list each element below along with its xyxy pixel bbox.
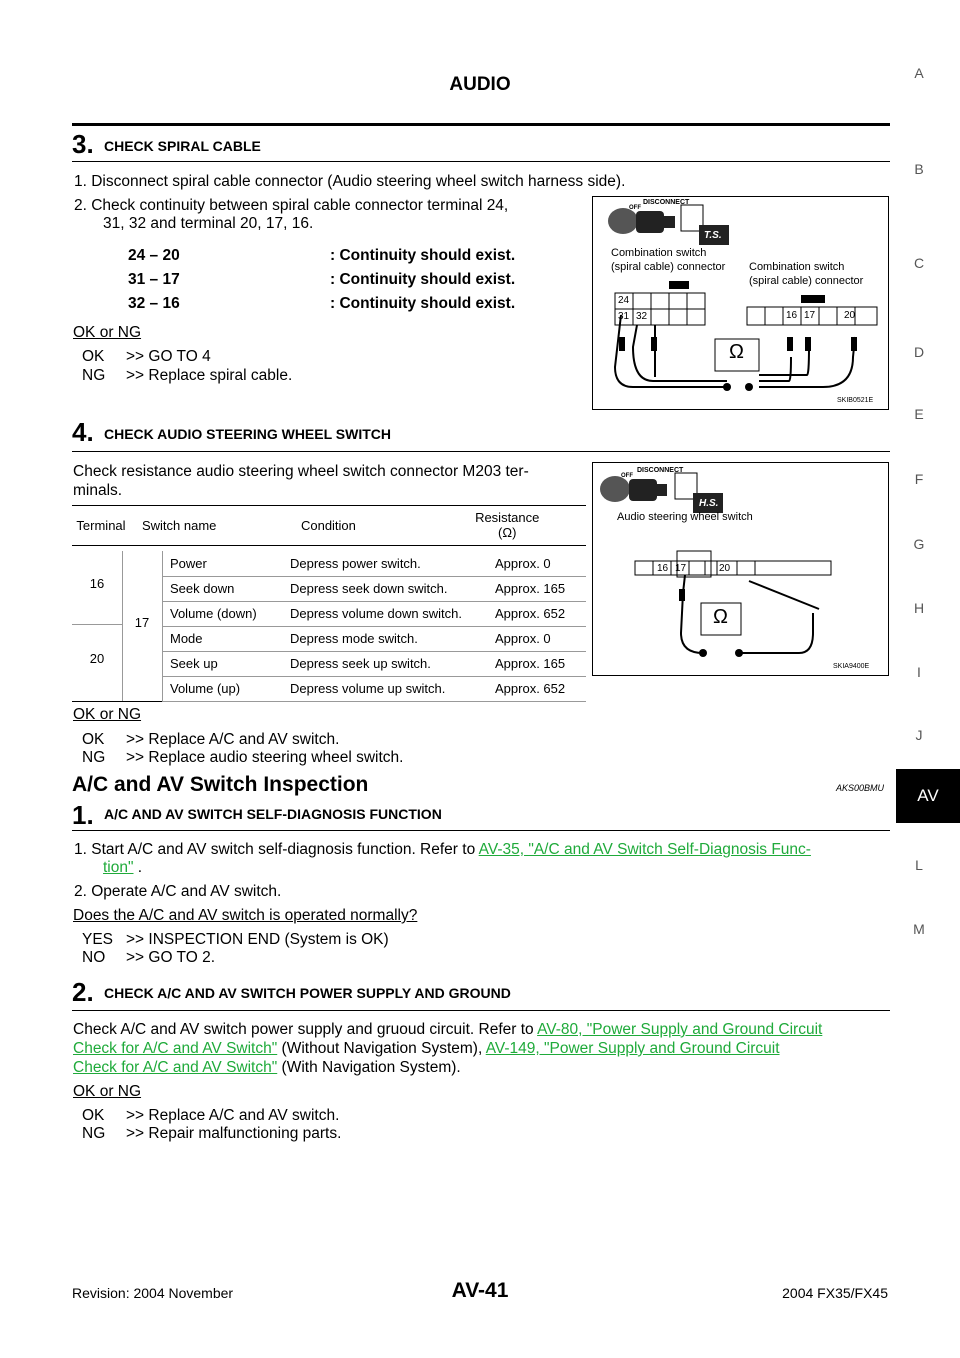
step-4-question: OK or NG bbox=[73, 706, 142, 723]
cell-switch-name: Volume (down) bbox=[170, 606, 257, 621]
step-1-line-1 bbox=[74, 840, 811, 860]
link-av-149[interactable]: AV-149, "Power Supply and Ground Circuit bbox=[485, 1040, 780, 1057]
fig2-term-16: 16 bbox=[657, 563, 669, 574]
header-rule bbox=[72, 123, 890, 126]
step-2-line-3 bbox=[73, 1058, 461, 1078]
fig2-term-20: 20 bbox=[719, 563, 731, 574]
step-2-line-1-text: Check A/C and AV switch power supply and gruoud circuit. Refer to bbox=[73, 1021, 538, 1038]
step-1-line-1-text: 1. Start A/C and AV switch self-diagnosis function. Refer to bbox=[74, 841, 479, 858]
footer-model: 2004 FX35/FX45 bbox=[782, 1285, 888, 1301]
page-header-title: AUDIO bbox=[449, 74, 511, 95]
cell-condition: Depress seek down switch. bbox=[290, 581, 448, 596]
result-key: NO bbox=[82, 949, 106, 966]
cell-resistance: Approx. 165 bbox=[495, 656, 566, 671]
step-1-line-1b-text: . bbox=[133, 859, 143, 876]
cell-condition: Depress volume up switch. bbox=[290, 681, 446, 696]
fig1-left-label-2: (spiral cable) connector bbox=[611, 261, 726, 273]
cell-condition: Depress seek up switch. bbox=[290, 656, 431, 671]
fig1-disconnect-label: DISCONNECT bbox=[643, 199, 690, 206]
cell-switch-name: Volume (up) bbox=[170, 681, 241, 696]
steering-switch-diagram bbox=[593, 463, 888, 675]
table-row bbox=[162, 551, 586, 577]
fig1-term-17: 17 bbox=[804, 310, 816, 321]
fig1-term-20: 20 bbox=[844, 310, 856, 321]
cell-switch-name: Power bbox=[170, 556, 207, 571]
step-1-number: 1. bbox=[72, 800, 94, 830]
side-index-av-active[interactable]: AV bbox=[896, 769, 960, 823]
table-row bbox=[162, 626, 586, 652]
section-code: AKS00BMU bbox=[836, 783, 885, 793]
step-3-item-1: 1. Disconnect spiral cable connector (Audio steering wheel switch harness side). bbox=[74, 173, 626, 190]
step-2-line-2-text: (Without Navigation System), bbox=[277, 1040, 486, 1057]
section-title: A/C and AV Switch Inspection bbox=[72, 773, 369, 796]
step-1-title: A/C AND AV SWITCH SELF-DIAGNOSIS FUNCTION bbox=[104, 806, 442, 822]
terminal-16: 16 bbox=[89, 576, 105, 591]
side-index-e[interactable]: E bbox=[914, 406, 924, 422]
result-text: >> Replace A/C and AV switch. bbox=[126, 731, 340, 748]
terminal-20: 20 bbox=[89, 651, 105, 666]
th-terminal: Terminal bbox=[72, 505, 130, 546]
footer-revision: Revision: 2004 November bbox=[72, 1285, 234, 1301]
cell-switch-name: Seek up bbox=[170, 656, 218, 671]
link-av-149-cont[interactable]: Check for A/C and AV Switch" bbox=[73, 1059, 278, 1076]
step-4-title: CHECK AUDIO STEERING WHEEL SWITCH bbox=[104, 426, 392, 442]
step-3-rule bbox=[72, 161, 890, 162]
table-row bbox=[162, 651, 586, 677]
link-av-80[interactable]: AV-80, "Power Supply and Ground Circuit bbox=[537, 1021, 823, 1038]
result-text: >> Replace A/C and AV switch. bbox=[126, 1107, 340, 1124]
table-row bbox=[162, 576, 586, 602]
cell-resistance: Approx. 652 bbox=[495, 606, 566, 621]
step-2-rule bbox=[72, 1010, 890, 1011]
step-4-intro-2: minals. bbox=[73, 482, 123, 499]
side-index-a[interactable]: A bbox=[914, 65, 924, 81]
link-av-35-cont[interactable]: tion" bbox=[103, 859, 134, 876]
result-key: OK bbox=[82, 348, 105, 365]
spec-pair: 32 – 16 bbox=[128, 295, 180, 312]
fig1-term-31: 31 bbox=[618, 311, 630, 322]
side-index-c[interactable]: C bbox=[913, 255, 925, 271]
table-row bbox=[162, 601, 586, 627]
spiral-cable-figure bbox=[592, 196, 889, 410]
side-index-j[interactable]: J bbox=[915, 727, 923, 743]
fig1-badge: T.S. bbox=[704, 230, 722, 241]
side-index-d[interactable]: D bbox=[913, 344, 925, 360]
fig1-term-32: 32 bbox=[636, 311, 648, 322]
fig1-term-16: 16 bbox=[786, 310, 798, 321]
table-body bbox=[72, 551, 586, 703]
resistance-table bbox=[72, 505, 586, 546]
fig2-badge: H.S. bbox=[699, 498, 719, 509]
step-4-rule bbox=[72, 451, 890, 452]
result-text: >> Replace audio steering wheel switch. bbox=[126, 749, 404, 766]
fig2-ohm-symbol: Ω bbox=[713, 606, 728, 628]
result-key: OK bbox=[82, 731, 105, 748]
fig2-term-17: 17 bbox=[675, 563, 687, 574]
th-resistance-unit: (Ω) bbox=[498, 525, 517, 540]
fig2-off-label: OFF bbox=[621, 473, 633, 479]
result-text: >> GO TO 4 bbox=[126, 348, 211, 365]
result-text: >> GO TO 2. bbox=[126, 949, 216, 966]
fig2-label: Audio steering wheel switch bbox=[617, 511, 753, 523]
cell-condition: Depress mode switch. bbox=[290, 631, 418, 646]
th-resistance-label: Resistance bbox=[475, 510, 540, 525]
table-header-row bbox=[72, 505, 586, 546]
cell-resistance: Approx. 0 bbox=[495, 556, 551, 571]
cell-switch-name: Mode bbox=[170, 631, 203, 646]
cell-condition: Depress power switch. bbox=[290, 556, 421, 571]
link-av-80-cont[interactable]: Check for A/C and AV Switch" bbox=[73, 1040, 278, 1057]
step-3-item-2b: 31, 32 and terminal 20, 17, 16. bbox=[103, 215, 314, 232]
result-text: >> Repair malfunctioning parts. bbox=[126, 1125, 342, 1142]
terminal-17: 17 bbox=[134, 615, 150, 630]
step-2-line-3-text: (With Navigation System). bbox=[277, 1059, 461, 1076]
fig1-term-24: 24 bbox=[618, 295, 630, 306]
fig1-code: SKIB0521E bbox=[837, 397, 874, 404]
side-index-f[interactable]: F bbox=[914, 471, 924, 487]
cell-resistance: Approx. 652 bbox=[495, 681, 566, 696]
side-index-i[interactable]: I bbox=[917, 664, 921, 680]
spec-result: : Continuity should exist. bbox=[330, 247, 516, 264]
result-key: YES bbox=[82, 931, 114, 948]
step-4-intro-1: Check resistance audio steering wheel switch connector M203 ter- bbox=[73, 463, 529, 480]
table-row bbox=[162, 676, 586, 702]
spec-result: : Continuity should exist. bbox=[330, 295, 516, 312]
side-index-l[interactable]: L bbox=[915, 857, 923, 873]
result-text: >> INSPECTION END (System is OK) bbox=[126, 931, 389, 948]
spec-result: : Continuity should exist. bbox=[330, 271, 516, 288]
side-index-h[interactable]: H bbox=[913, 600, 925, 616]
step-3-item-2: 2. Check continuity between spiral cable connector terminal 24, bbox=[74, 197, 509, 214]
step-3-title: CHECK SPIRAL CABLE bbox=[104, 138, 261, 154]
spiral-cable-diagram bbox=[593, 197, 888, 409]
step-3-number: 3. bbox=[72, 129, 94, 159]
step-2-number: 2. bbox=[72, 977, 94, 1007]
cell-resistance: Approx. 0 bbox=[495, 631, 551, 646]
th-switch-name: Switch name bbox=[130, 505, 228, 546]
fig2-disconnect-label: DISCONNECT bbox=[637, 467, 684, 474]
result-key: NG bbox=[82, 1125, 106, 1142]
result-text: >> Replace spiral cable. bbox=[126, 367, 293, 384]
side-index-g[interactable]: G bbox=[913, 536, 925, 552]
step-4-number: 4. bbox=[72, 417, 94, 447]
fig1-off-label: OFF bbox=[629, 205, 641, 211]
th-resistance bbox=[428, 505, 586, 546]
step-2-line-2 bbox=[73, 1039, 780, 1059]
cell-condition: Depress volume down switch. bbox=[290, 606, 462, 621]
cell-resistance: Approx. 165 bbox=[495, 581, 566, 596]
result-key: NG bbox=[82, 749, 106, 766]
result-key: OK bbox=[82, 1107, 105, 1124]
spec-pair: 24 – 20 bbox=[128, 247, 180, 264]
step-1-question: Does the A/C and AV switch is operated normally? bbox=[73, 907, 418, 924]
fig2-code: SKIA9400E bbox=[833, 663, 870, 670]
step-3-question: OK or NG bbox=[73, 324, 142, 341]
fig1-right-label-1: Combination switch bbox=[749, 261, 845, 273]
step-2-line-1 bbox=[73, 1020, 822, 1040]
step-1-rule bbox=[72, 830, 890, 831]
footer-page-number: AV-41 bbox=[451, 1279, 509, 1302]
step-2-title: CHECK A/C AND AV SWITCH POWER SUPPLY AND GROUND bbox=[104, 985, 511, 1001]
link-av-35[interactable]: AV-35, "A/C and AV Switch Self-Diagnosis Func- bbox=[478, 841, 811, 858]
side-index-b[interactable]: B bbox=[914, 161, 924, 177]
th-condition: Condition bbox=[228, 505, 428, 546]
steering-switch-figure bbox=[592, 462, 889, 676]
spec-pair: 31 – 17 bbox=[128, 271, 180, 288]
cell-switch-name: Seek down bbox=[170, 581, 235, 596]
fig1-ohm-symbol: Ω bbox=[729, 341, 744, 363]
result-key: NG bbox=[82, 367, 106, 384]
fig1-left-label-1: Combination switch bbox=[611, 247, 707, 259]
step-2-question: OK or NG bbox=[73, 1083, 142, 1100]
side-index-m[interactable]: M bbox=[913, 921, 925, 937]
fig1-right-label-2: (spiral cable) connector bbox=[749, 275, 864, 287]
step-1-line-1b bbox=[103, 858, 142, 878]
step-1-line-2: 2. Operate A/C and AV switch. bbox=[74, 883, 282, 900]
